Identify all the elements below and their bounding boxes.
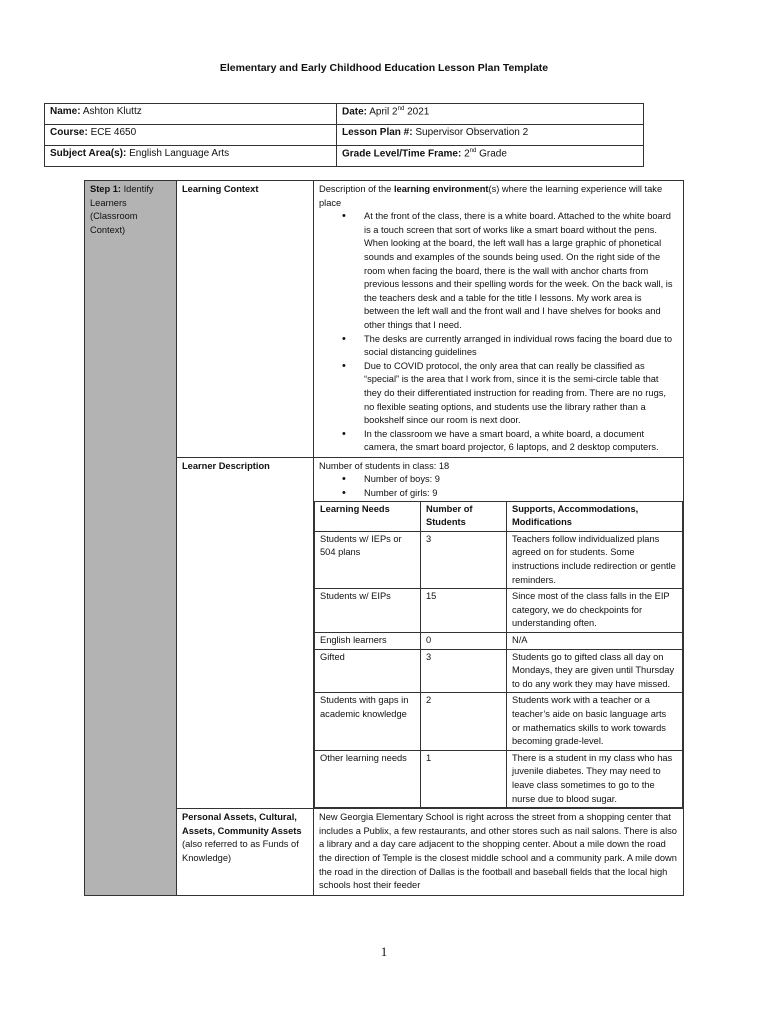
table-row: Students w/ EIPs 15 Since most of the class falls in the EIP category, we do checkpoints for understanding often. (315, 589, 683, 633)
table-row: English learners 0 N/A (315, 633, 683, 650)
table-row: Students with gaps in academic knowledge 2 Students work with a teacher or a teacher’s aide on basic language arts or mathematics skills to work towards becoming grade-level. (315, 693, 683, 750)
date-cell: Date: April 2nd 2021 (337, 104, 644, 125)
learning-needs-table (314, 501, 683, 808)
list-item: • The desks are currently arranged in individual rows facing the board due to social distancing guidelines (364, 333, 678, 360)
personal-assets-content: New Georgia Elementary School is right across the street from a shopping center that includes a Publix, a few restaurants, and other stores such as nail salons. There is also a library and a day care adjacent to the shopping center. About a mile down the road the direction of Temple is the closest middle school and a community park. A mile down the road in the direction of Dallas is the football and baseball fields that the local high schools host their feeder (314, 809, 684, 896)
column-header: Learning Needs (315, 501, 421, 531)
table-row: Gifted 3 Students go to gifted class all day on Mondays, they are given until Thursday to do any work they may have missed. (315, 649, 683, 693)
document-title: Elementary and Early Childhood Education Lesson Plan Template (219, 62, 549, 74)
course-cell: Course: ECE 4650 (45, 125, 337, 146)
grade-cell: Grade Level/Time Frame: 2nd Grade (337, 146, 644, 167)
subject-value: English Language Arts (129, 148, 230, 159)
lesson-plan-cell: Lesson Plan #: Supervisor Observation 2 (337, 125, 644, 146)
column-header: Number of Students (421, 501, 507, 531)
table-row: Students w/ IEPs or 504 plans 3 Teachers follow individualized plans agreed on for students. Some instructions include redirection or gentle reminders. (315, 531, 683, 588)
subject-cell: Subject Area(s): English Language Arts (45, 146, 337, 167)
step-1-cell: Step 1: Identify Learners (Classroom Context) (85, 181, 177, 896)
table-row: Other learning needs 1 There is a student in my class who has juvenile diabetes. They may need to leave class sometimes to go to the nurse due to blood sugar. (315, 750, 683, 807)
personal-assets-label: Personal Assets, Cultural, Assets, Community Assets (also referred to as Funds of Knowledge) (177, 809, 314, 896)
list-item: • Number of girls: 9 (364, 487, 678, 501)
name-cell: Name: Ashton Kluttz (45, 104, 337, 125)
name-value: Ashton Kluttz (82, 106, 142, 117)
course-value: ECE 4650 (90, 127, 137, 138)
gender-count-list (319, 473, 678, 500)
page-number: 1 (380, 944, 388, 959)
list-item: • Due to COVID protocol, the only area that can really be classified as “special” is the area that I work from, since it is the semi-circle table that they do their differentiated instruction for reading from. There are no rugs, no flexible seating options, and students use the library rather than a bookshelf since our room is next door. (364, 360, 678, 428)
learning-context-list (319, 210, 678, 455)
learner-description-label: Learner Description (177, 457, 314, 808)
list-item: • At the front of the class, there is a white board. Attached to the white board is a touch screen that sort of works like a smart board without the pens. When looking at the board, the left wall has a large graphic of phonetical sounds and examples of the sounds being used. On the right side of the room when facing the board, there is the wall with anchor charts from previous lessons and their spelling words for the week. On the back wall, is the teachers desk and a table for the title I lessons. My work area is between the left wall and the front wall and I have shelves for books and other things that I need. (364, 210, 678, 332)
list-item: • In the classroom we have a smart board, a white board, a document camera, the smart board projector, 6 laptops, and 2 desktop computers. (364, 428, 678, 455)
lesson-plan-value: Supervisor Observation 2 (415, 127, 529, 138)
learning-context-content: Description of the learning environment(s) where the learning experience will take place • At the front of the class, there is a white board. Attached to the white board is a touch screen that sort of works like a smart board without the pens. When looking at the board, the left wall has a large graphic of phonetical sounds and examples of the sounds being used. On the right side of the room when facing the board, there is the wall with anchor charts from previous lessons and their spelling words for the week. On the back wall, is the teachers desk and a table for the title I lessons. My work area is between the left wall and the front wall and I have shelves for books and other things that I need. • The desks are currently arranged in individual rows facing the board due to social distancing guidelines • Due to COVID protocol, the only area that can really be classified as “special” is the area that I work from, since it is the semi-circle table that they do their differentiated instruction for reading from. There are no rugs, no flexible seating options, and students use the library rather than a bookshelf since our room is next door. • In the classroom we have a smart board, a white board, a document camera, the smart board projector, 6 laptops, and 2 desktop computers. (314, 181, 684, 458)
header-info-table (44, 103, 644, 167)
lesson-plan-table (84, 180, 684, 896)
learning-context-label: Learning Context (177, 181, 314, 458)
student-count: Number of students in class: 18 (319, 460, 450, 471)
learner-description-content (314, 457, 684, 808)
column-header: Supports, Accommodations, Modifications (507, 501, 683, 531)
list-item: • Number of boys: 9 (364, 473, 678, 487)
